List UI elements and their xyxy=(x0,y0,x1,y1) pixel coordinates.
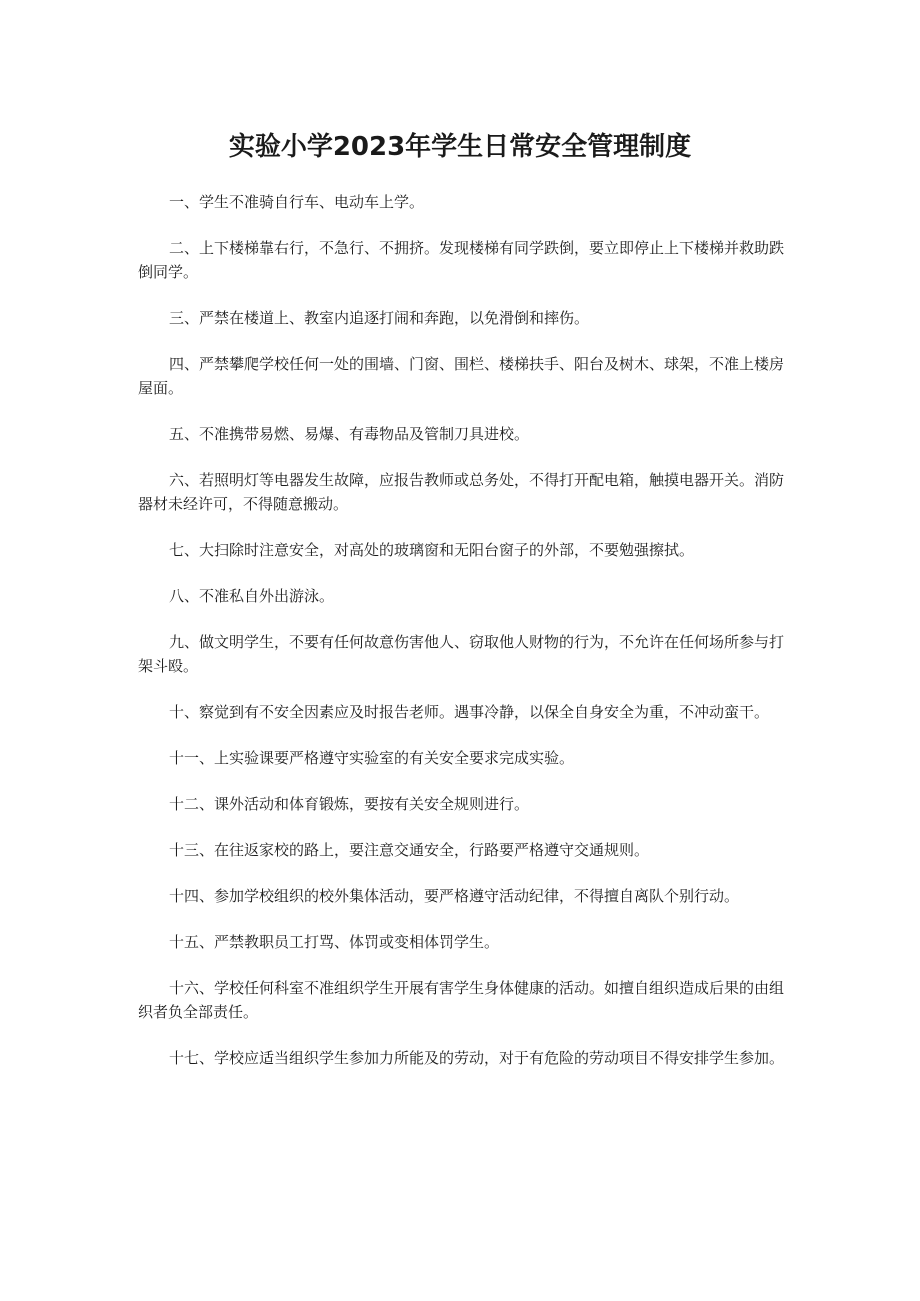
rule-item: 四、严禁攀爬学校任何一处的围墙、门窗、围栏、楼梯扶手、阳台及树木、球架，不准上楼房屋面。 xyxy=(138,355,785,397)
document-title: 实验小学2023年学生日常安全管理制度 xyxy=(228,132,692,162)
rule-item: 九、做文明学生，不要有任何故意伤害他人、窃取他人财物的行为，不允许在任何场所参与打架斗殴。 xyxy=(138,633,785,675)
rules-list xyxy=(138,190,788,1092)
rule-item: 十六、学校任何科室不准组织学生开展有害学生身体健康的活动。如擅自组织造成后果的由组织者负全部责任。 xyxy=(138,979,785,1021)
rule-item: 二、上下楼梯靠右行，不急行、不拥挤。发现楼梯有同学跌倒，要立即停止上下楼梯并救助跌倒同学。 xyxy=(138,239,785,281)
rule-item: 十四、参加学校组织的校外集体活动，要严格遵守活动纪律，不得擅自离队个别行动。 xyxy=(169,887,740,905)
rule-item: 十一、上实验课要严格遵守实验室的有关安全要求完成实验。 xyxy=(169,749,575,767)
rule-item: 一、学生不准骑自行车、电动车上学。 xyxy=(169,193,425,211)
rule-item: 十二、课外活动和体育锻炼，要按有关安全规则进行。 xyxy=(169,795,530,813)
rule-item: 十、察觉到有不安全因素应及时报告老师。遇事冷静，以保全自身安全为重，不冲动蛮干。 xyxy=(169,703,770,721)
rule-item: 八、不准私自外出游泳。 xyxy=(169,587,335,605)
rule-item: 十五、严禁教职员工打骂、体罚或变相体罚学生。 xyxy=(169,933,500,951)
rule-item: 三、严禁在楼道上、教室内追逐打闹和奔跑，以免滑倒和摔伤。 xyxy=(169,309,590,327)
rule-item: 十七、学校应适当组织学生参加力所能及的劳动，对于有危险的劳动项目不得安排学生参加。 xyxy=(169,1049,785,1067)
rule-item: 十三、在往返家校的路上，要注意交通安全，行路要严格遵守交通规则。 xyxy=(169,841,650,859)
rule-item: 五、不准携带易燃、易爆、有毒物品及管制刀具进校。 xyxy=(169,425,530,443)
rule-item: 六、若照明灯等电器发生故障，应报告教师或总务处，不得打开配电箱，触摸电器开关。消防器材未经许可，不得随意搬动。 xyxy=(138,471,785,513)
rule-item: 七、大扫除时注意安全，对高处的玻璃窗和无阳台窗子的外部，不要勉强擦拭。 xyxy=(169,541,695,559)
